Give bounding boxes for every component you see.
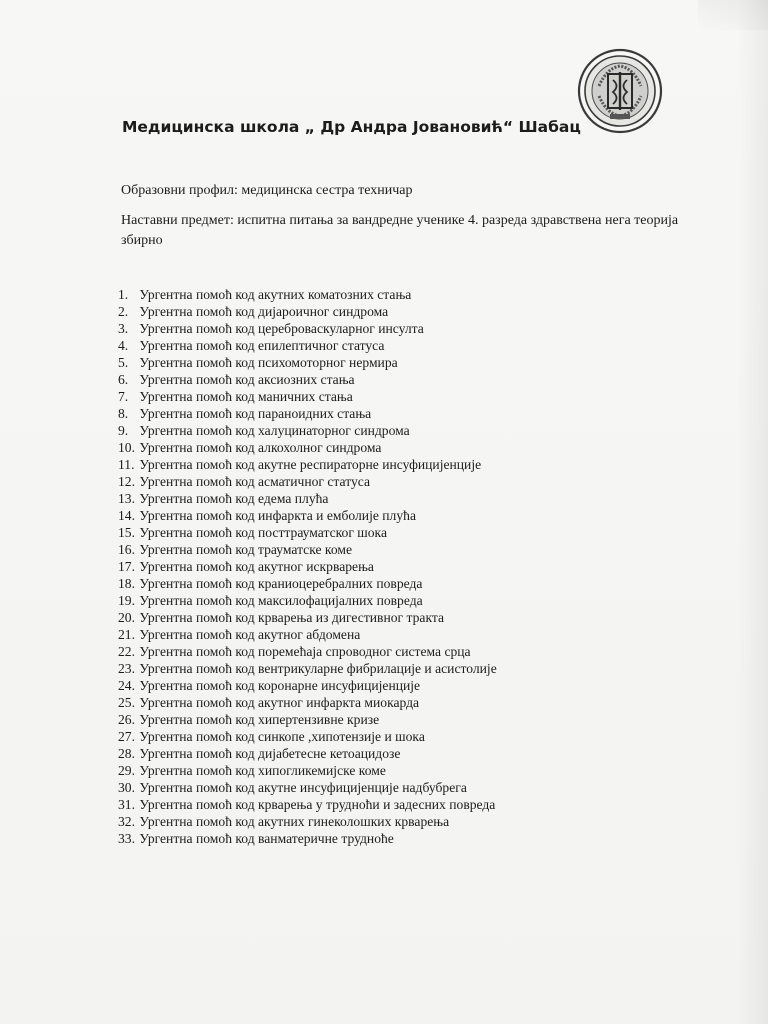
question-text: Ургентна помоћ код аксиозних стања xyxy=(139,372,355,387)
question-text: Ургентна помоћ код акутне инсуфицијенције надбубрега xyxy=(139,780,467,795)
question-text: Ургентна помоћ код инфаркта и емболије плућа xyxy=(139,508,416,523)
question-text: Ургентна помоћ код хипертензивне кризе xyxy=(139,712,380,727)
question-number: 23. xyxy=(118,661,135,676)
list-item xyxy=(118,660,497,677)
question-number: 21. xyxy=(118,627,135,642)
question-text: Ургентна помоћ код посттрауматског шока xyxy=(139,525,387,540)
list-item xyxy=(118,728,497,745)
list-item xyxy=(118,558,497,575)
list-item xyxy=(118,303,497,320)
question-number: 16. xyxy=(118,542,135,557)
question-number: 32. xyxy=(118,814,135,829)
list-item xyxy=(118,626,497,643)
question-text: Ургентна помоћ код синкопе ,хипотензије и шока xyxy=(139,729,425,744)
list-item xyxy=(118,813,497,830)
question-number: 10. xyxy=(118,440,135,455)
question-text: Ургентна помоћ код ванматеричне трудноће xyxy=(139,831,394,846)
list-item xyxy=(118,354,497,371)
question-text: Ургентна помоћ код халуцинаторног синдрома xyxy=(139,423,410,438)
question-text: Ургентна помоћ код параноидних стања xyxy=(139,406,372,421)
school-seal-icon xyxy=(577,48,663,134)
question-text: Ургентна помоћ код максилофацијалних повреда xyxy=(139,593,423,608)
question-number: 24. xyxy=(118,678,135,693)
list-item xyxy=(118,575,497,592)
question-text: Ургентна помоћ код краниоцеребралних повреда xyxy=(139,576,423,591)
list-item xyxy=(118,422,497,439)
educational-profile: Образовни профил: медицинска сестра техничар xyxy=(121,183,413,198)
list-item xyxy=(118,286,497,303)
question-number: 27. xyxy=(118,729,135,744)
question-number: 30. xyxy=(118,780,135,795)
question-text: Ургентна помоћ код дијароичног синдрома xyxy=(139,304,389,319)
question-text: Ургентна помоћ код акутних коматозних стања xyxy=(139,287,412,302)
question-number: 26. xyxy=(118,712,135,727)
question-number: 12. xyxy=(118,474,135,489)
scan-shadow xyxy=(698,0,768,30)
question-text: Ургентна помоћ код едема плућа xyxy=(139,491,329,506)
list-item xyxy=(118,677,497,694)
list-item xyxy=(118,388,497,405)
list-item xyxy=(118,711,497,728)
list-item xyxy=(118,796,497,813)
question-number: 5. xyxy=(118,355,129,370)
question-number: 2. xyxy=(118,304,129,319)
list-item xyxy=(118,371,497,388)
question-number: 1. xyxy=(118,287,129,302)
list-item xyxy=(118,490,497,507)
question-number: 29. xyxy=(118,763,135,778)
question-number: 25. xyxy=(118,695,135,710)
question-text: Ургентна помоћ код акутне респираторне инсуфицијенције xyxy=(139,457,482,472)
question-number: 15. xyxy=(118,525,135,540)
school-title: Медицинска школа „ Др Андра Јовановић“ Шабац xyxy=(122,118,581,136)
question-text: Ургентна помоћ код коронарне инсуфицијенције xyxy=(139,678,421,693)
list-item xyxy=(118,405,497,422)
question-text: Ургентна помоћ код акутног инфаркта миокарда xyxy=(139,695,420,710)
question-text: Ургентна помоћ код дијабетесне кетоацидозе xyxy=(139,746,401,761)
question-text: Ургентна помоћ код поремећаја спроводног система срца xyxy=(139,644,471,659)
question-number: 11. xyxy=(118,457,135,472)
list-item xyxy=(118,473,497,490)
question-text: Ургентна помоћ код алкохолног синдрома xyxy=(139,440,382,455)
question-text: Ургентна помоћ код маничних стања xyxy=(139,389,353,404)
list-item xyxy=(118,779,497,796)
question-number: 14. xyxy=(118,508,135,523)
question-text: Ургентна помоћ код психомоторног нермира xyxy=(139,355,398,370)
question-text: Ургентна помоћ код асматичног статуса xyxy=(139,474,370,489)
question-text: Ургентна помоћ код хипогликемијске коме xyxy=(139,763,386,778)
list-item xyxy=(118,439,497,456)
question-number: 19. xyxy=(118,593,135,608)
question-text: Ургентна помоћ код акутног абдомена xyxy=(139,627,361,642)
list-item xyxy=(118,541,497,558)
question-text: Ургентна помоћ код крварења у трудноћи и задесних повреда xyxy=(139,797,496,812)
list-item xyxy=(118,694,497,711)
list-item xyxy=(118,524,497,541)
question-number: 7. xyxy=(118,389,129,404)
question-number: 3. xyxy=(118,321,129,336)
question-text: Ургентна помоћ код акутних гинеколошких крварења xyxy=(139,814,450,829)
question-text: Ургентна помоћ код вентрикуларне фибрилације и асистолије xyxy=(139,661,497,676)
list-item xyxy=(118,830,497,847)
question-number: 33. xyxy=(118,831,135,846)
question-number: 22. xyxy=(118,644,135,659)
question-number: 20. xyxy=(118,610,135,625)
question-number: 4. xyxy=(118,338,129,353)
question-text: Ургентна помоћ код епилептичног статуса xyxy=(139,338,385,353)
question-number: 28. xyxy=(118,746,135,761)
question-text: Ургентна помоћ код трауматске коме xyxy=(139,542,353,557)
list-item xyxy=(118,592,497,609)
list-item xyxy=(118,643,497,660)
question-text: Ургентна помоћ код цереброваскуларног инсулта xyxy=(139,321,424,336)
question-number: 18. xyxy=(118,576,135,591)
question-list xyxy=(118,286,497,847)
list-item xyxy=(118,320,497,337)
question-number: 6. xyxy=(118,372,129,387)
subject-line: Наставни предмет: испитна питања за вандредне ученике 4. разреда здравствена нега теорија збирно xyxy=(121,213,679,248)
question-number: 13. xyxy=(118,491,135,506)
list-item xyxy=(118,609,497,626)
list-item xyxy=(118,456,497,473)
question-number: 17. xyxy=(118,559,135,574)
question-number: 9. xyxy=(118,423,129,438)
list-item xyxy=(118,337,497,354)
list-item xyxy=(118,762,497,779)
question-text: Ургентна помоћ код крварења из дигестивног тракта xyxy=(139,610,445,625)
question-number: 8. xyxy=(118,406,129,421)
question-text: Ургентна помоћ код акутног искрварења xyxy=(139,559,374,574)
question-number: 31. xyxy=(118,797,135,812)
list-item xyxy=(118,507,497,524)
list-item xyxy=(118,745,497,762)
